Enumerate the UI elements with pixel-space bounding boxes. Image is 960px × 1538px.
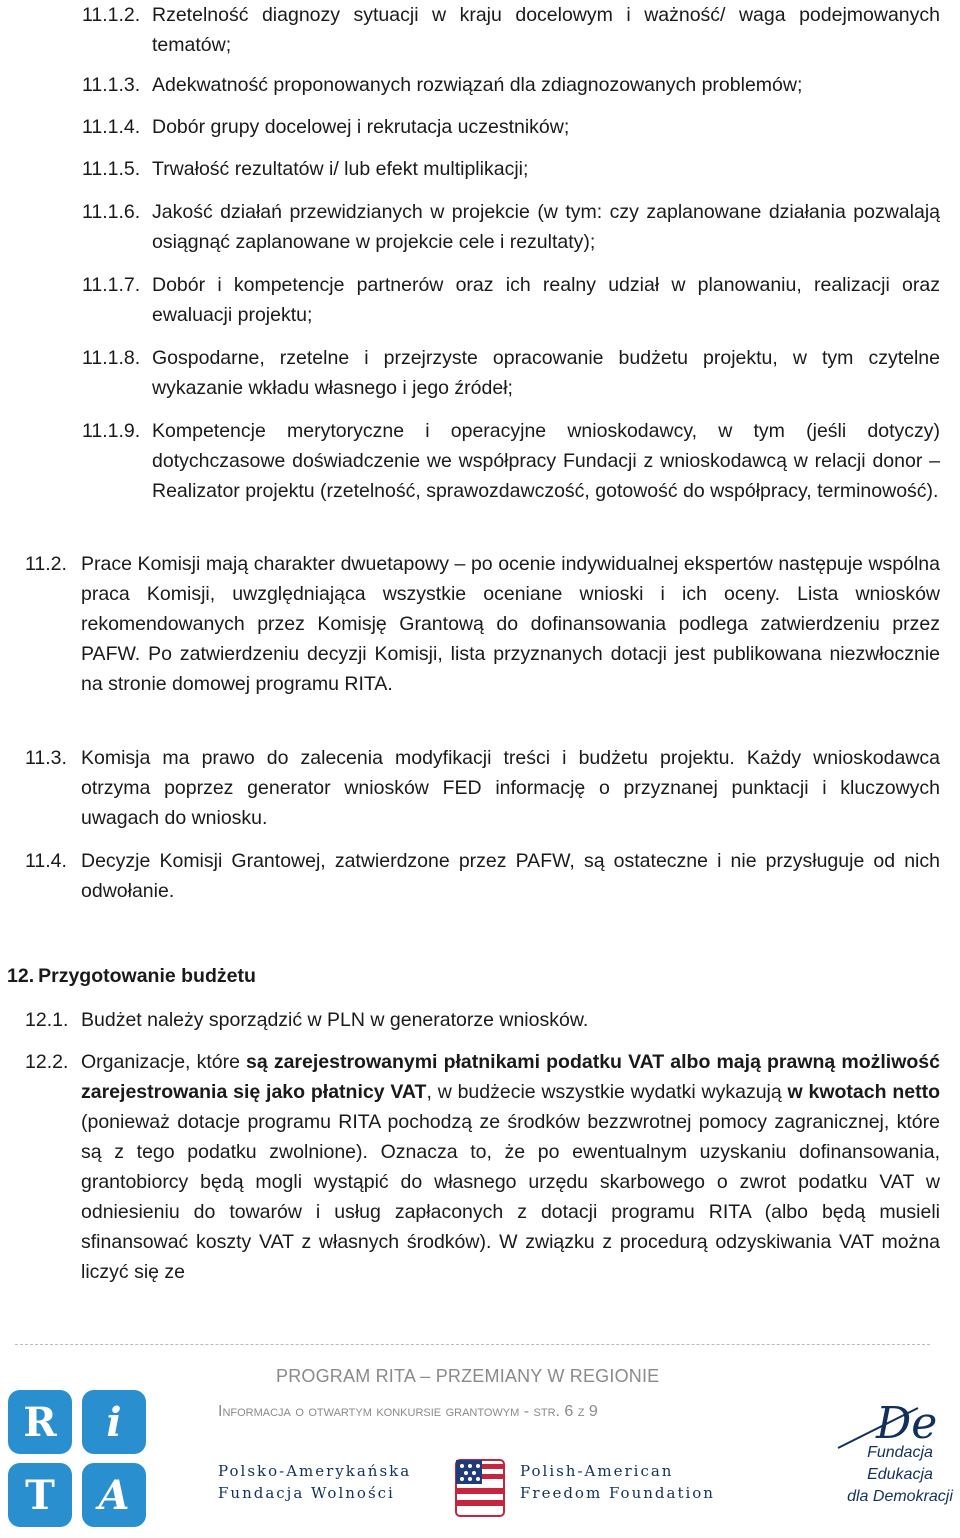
item-text: Kompetencje merytoryczne i operacyjne wnioskodawcy, w tym (jeśli dotyczy) dotychczasowe doświadczenie we współpracy Fundacji z wnioskodawcą w relacji donor – Realizator projektu (rzetelność, sprawozdawczość, gotowość do współpracy, terminowość). (152, 420, 940, 502)
list-item (25, 743, 940, 833)
section-number: 12. (7, 965, 35, 987)
footer-divider (15, 1344, 930, 1345)
item-number: 11.3. (25, 747, 67, 769)
list-item (25, 1047, 940, 1287)
list-item (82, 270, 940, 330)
rita-logo-tile-r: R (8, 1390, 72, 1454)
fed-mark-text: De (876, 1398, 938, 1449)
item-number: 11.1.4. (82, 116, 141, 138)
text-run: Organizacje, które (81, 1051, 247, 1073)
item-number: 12.2. (25, 1051, 69, 1073)
fed-name (840, 1442, 960, 1508)
list-item (82, 70, 940, 100)
item-text: Dobór i kompetencje partnerów oraz ich realny udział w planowaniu, realizacji oraz ewaluacji projektu; (152, 274, 940, 326)
item-text: Prace Komisji mają charakter dwuetapowy – po ocenie indywidualnej ekspertów następuje wspólna praca Komisji, uwzględniająca wszystkie oceniane wnioski i ich oceny. Lista wniosków rekomendowanych przez Komisję Grantową do dofinansowania podlega zatwierdzeniu przez PAFW. Po zatwierdzeniu decyzji Komisji, lista przyznanych dotacji jest publikowana niezwłocznie na stronie domowej programu RITA. (81, 553, 940, 695)
item-text (81, 1047, 940, 1287)
item-number: 11.1.6. (82, 201, 141, 223)
fed-line2: dla Demokracji (847, 1488, 953, 1505)
text-run: , w budżecie wszystkie wydatki wykazują (426, 1081, 788, 1103)
list-item (82, 197, 940, 257)
item-text: Gospodarne, rzetelne i przejrzyste opracowanie budżetu projektu, w tym czytelne wykazanie wkładu własnego i jego źródeł; (152, 347, 940, 399)
bold-run: są zarejestrowanymi płatnikami podatku VAT albo mają prawną możliwość zarejestrowania się jako płatnicy VAT (81, 1051, 940, 1103)
pawf-english-name (520, 1460, 715, 1504)
pawf-en-line1: Polish-American (520, 1462, 674, 1480)
item-text: Adekwatność proponowanych rozwiązań dla zdiagnozowanych problemów; (152, 74, 803, 96)
pawf-flag-icon (452, 1456, 508, 1520)
list-item (82, 416, 940, 506)
rita-logo-tile-t: T (8, 1463, 72, 1527)
section-heading (7, 961, 256, 991)
item-text: Trwałość rezultatów i/ lub efekt multiplikacji; (152, 158, 529, 180)
pawf-pl-line1: Polsko-Amerykańska (218, 1462, 412, 1480)
item-number: 11.1.9. (82, 420, 141, 442)
item-number: 11.4. (25, 850, 67, 872)
item-text: Rzetelność diagnozy sytuacji w kraju docelowym i ważność/ waga podejmowanych tematów; (152, 4, 940, 56)
pawf-polish-name (218, 1460, 411, 1504)
fed-line1: Fundacja Edukacja (867, 1444, 933, 1483)
list-item (82, 343, 940, 403)
list-item (82, 154, 940, 184)
list-item (82, 0, 940, 60)
bold-run: w kwotach netto (787, 1081, 940, 1103)
rita-logo-tile-i: i (82, 1390, 146, 1454)
item-text: Budżet należy sporządzić w PLN w generatorze wniosków. (81, 1009, 589, 1031)
pawf-pl-line2: Fundacja Wolności (218, 1484, 395, 1502)
item-text: Dobór grupy docelowej i rekrutacja uczestników; (152, 116, 570, 138)
section-title: Przygotowanie budżetu (38, 965, 256, 987)
rita-logo-tile-a: A (82, 1463, 146, 1527)
pawf-en-line2: Freedom Foundation (520, 1484, 715, 1502)
item-number: 11.1.7. (82, 274, 141, 296)
page-info-text: Informacja o otwartym konkursie grantowym - str. 6 z 9 (218, 1403, 598, 1420)
list-item (25, 549, 940, 699)
item-number: 11.1.3. (82, 74, 141, 96)
item-text: Decyzje Komisji Grantowej, zatwierdzone przez PAFW, są ostateczne i nie przysługuje od nich odwołanie. (81, 850, 940, 902)
item-text: Komisja ma prawo do zalecenia modyfikacji treści i budżetu projektu. Każdy wnioskodawca otrzyma poprzez generator wniosków FED informację o przyznanej punktacji i kluczowych uwagach do wniosku. (81, 747, 940, 829)
list-item (25, 1005, 940, 1035)
list-item (82, 112, 940, 142)
item-number: 11.1.8. (82, 347, 141, 369)
item-number: 11.2. (25, 553, 67, 575)
item-text: Jakość działań przewidzianych w projekcie (w tym: czy zaplanowane działania pozwalają osiągnąć zaplanowane w projekcie cele i rezultaty); (152, 201, 940, 253)
list-item (25, 846, 940, 906)
item-number: 11.1.5. (82, 158, 141, 180)
item-number: 12.1. (25, 1009, 69, 1031)
footer-program-title: PROGRAM RITA – PRZEMIANY W REGIONIE (276, 1366, 660, 1386)
footer-page-info (218, 1403, 598, 1421)
item-number: 11.1.2. (82, 4, 141, 26)
text-run: (ponieważ dotacje programu RITA pochodzą ze środków bezzwrotnej pomocy zagranicznej, które są z tego podatku zwolnione). Oznacza to, że po ewentualnym uzyskaniu dofinansowania, grantobiorcy będą mogli wystąpić do własnego urzędu skarbowego o zwrot podatku VAT w odniesieniu do towarów i usług zapłaconych z dotacji programu RITA (albo będą musieli sfinansować koszty VAT z własnych środków). W związku z procedurą odzyskiwania VAT można liczyć się ze (81, 1111, 940, 1283)
